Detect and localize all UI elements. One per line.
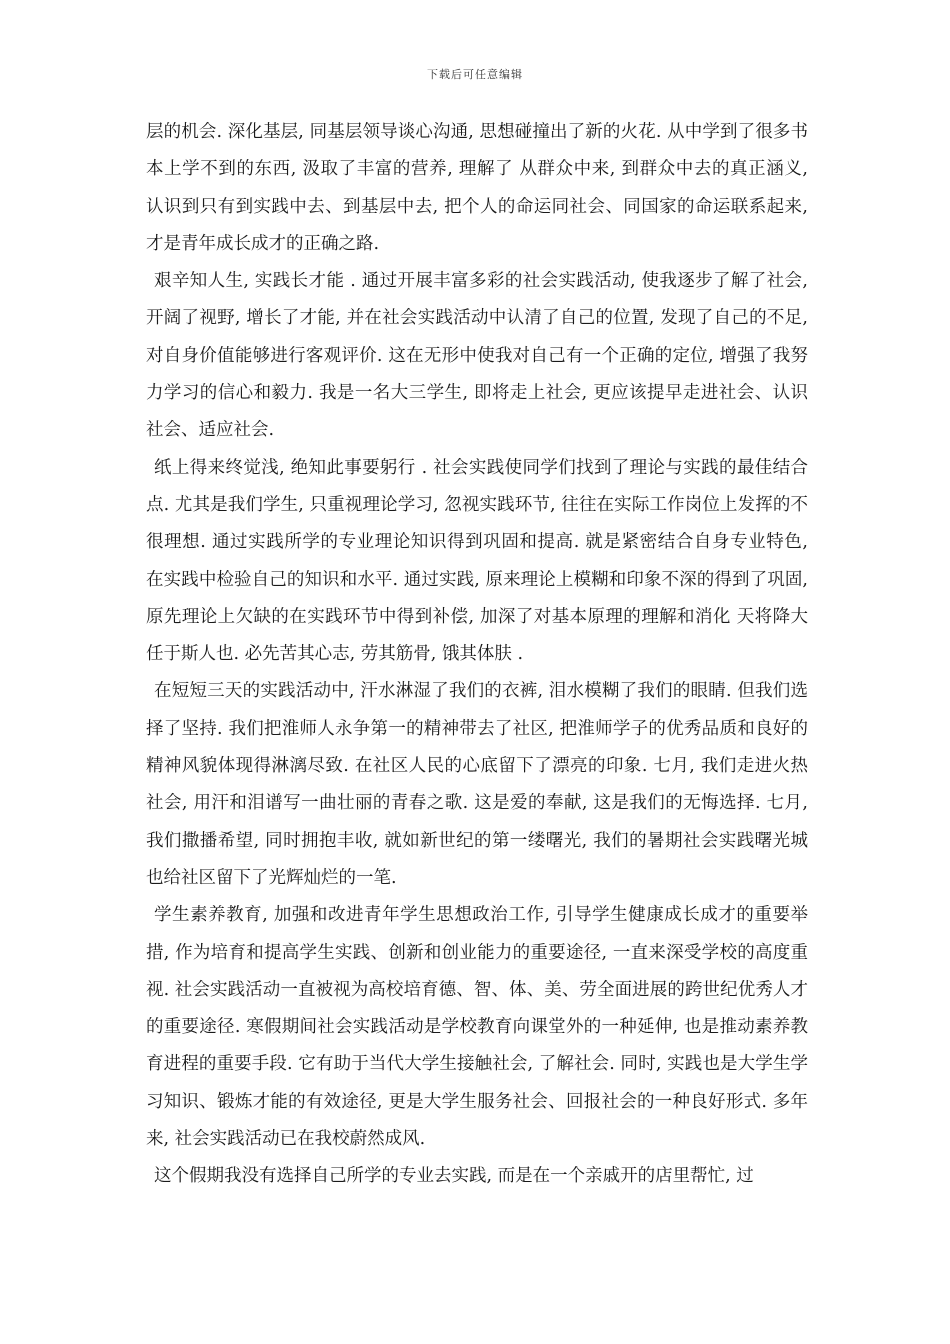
paragraph: 在短短三天的实践活动中, 汗水淋湿了我们的衣裤, 泪水模糊了我们的眼睛. 但我们选择了坚持. 我们把淮师人永争第一的精神带去了社区, 把淮师学子的优秀品质和良好的精神风貌体现得淋漓尽致. 在社区人民的心底留下了漂亮的印象. 七月, 我们走进火热社会, 用汗和泪谱写一曲壮丽的青春之歌. 这是爱的奉献, 这是我们的无悔选择. 七月, 我们撒播希望, 同时拥抱丰收, 就如新世纪的第一缕曙光, 我们的暑期社会实践曙光城也给社区留下了光辉灿烂的一笔. [146, 681, 808, 888]
paragraph: 纸上得来终觉浅, 绝知此事要躬行 . 社会实践使同学们找到了理论与实践的最佳结合点. 尤其是我们学生, 只重视理论学习, 忽视实践环节, 往往在实际工作岗位上发挥的不很理想. 通过实践所学的专业理论知识得到巩固和提高. 就是紧密结合自身专业特色, 在实践中检验自己的知识和水平. 通过实践, 原来理论上模糊和印象不深的得到了巩固, 原先理论上欠缺的在实践环节中得到补偿, 加深了对基本原理的理解和消化 天将降大任于斯人也. 必先苦其心志, 劳其筋骨, 饿其体肤 . [146, 457, 808, 665]
paragraph: 层的机会. 深化基层, 同基层领导谈心沟通, 思想碰撞出了新的火花. 从中学到了很多书本上学不到的东西, 汲取了丰富的营养, 理解了 从群众中来, 到群众中去的真正涵义, 认识到只有到实践中去、到基层中去, 把个人的命运同社会、同国家的命运联系起来, 才是青年成长成才的正确之路. [146, 122, 808, 254]
paragraph: 学生素养教育, 加强和改进青年学生思想政治工作, 引导学生健康成长成才的重要举措, 作为培育和提高学生实践、创新和创业能力的重要途径, 一直来深受学校的高度重视. 社会实践活动一直被视为高校培育德、智、体、美、劳全面进展的跨世纪优秀人才的重要途径. 寒假期间社会实践活动是学校教育向课堂外的一种延伸, 也是推动素养教育进程的重要手段. 它有助于当代大学生接触社会, 了解社会. 同时, 实践也是大学生学习知识、锻炼才能的有效途径, 更是大学生服务社会、回报社会的一种良好形式. 多年来, 社会实践活动已在我校蔚然成风. [146, 905, 808, 1150]
paragraph: 艰辛知人生, 实践长才能 . 通过开展丰富多彩的社会实践活动, 使我逐步了解了社会, 开阔了视野, 增长了才能, 并在社会实践活动中认清了自己的位置, 发现了自己的不足, 对自身价值能够进行客观评价. 这在无形中使我对自己有一个正确的定位, 增强了我努力学习的信心和毅力. 我是一名大三学生, 即将走上社会, 更应该提早走进社会、认识社会、适应社会. [146, 271, 808, 441]
document-body [146, 114, 808, 1196]
page-header-note: 下载后可任意编辑 [427, 68, 523, 81]
paragraph: 这个假期我没有选择自己所学的专业去实践, 而是在一个亲戚开的店里帮忙, 过 [154, 1166, 754, 1187]
